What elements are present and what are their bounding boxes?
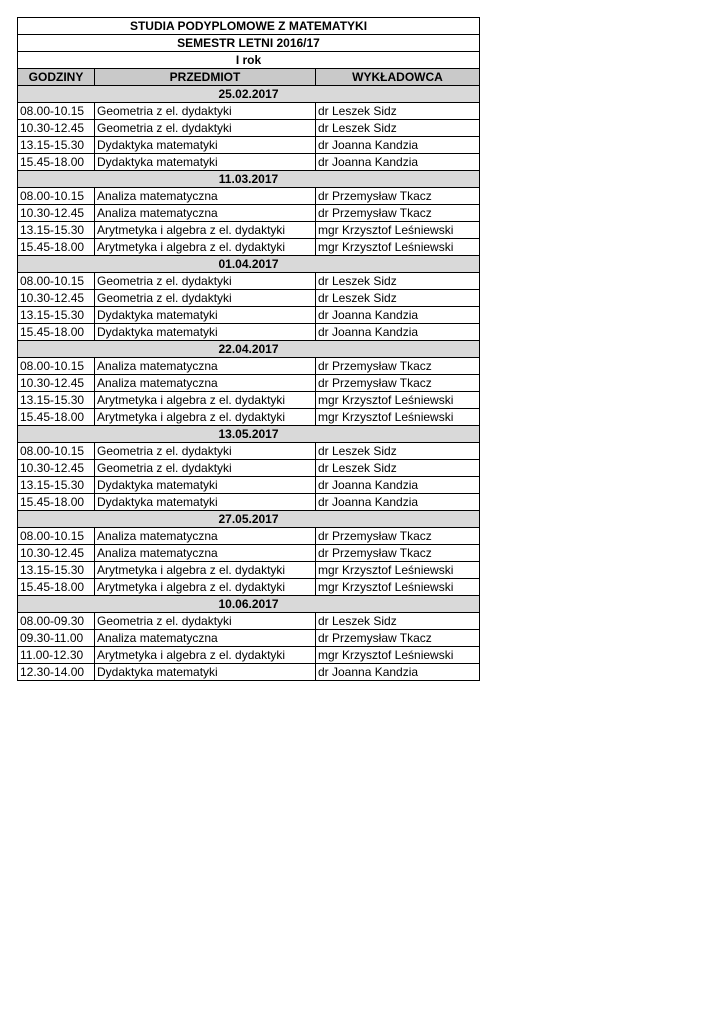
session-date: 25.02.2017 (18, 86, 480, 103)
class-subject: Dydaktyka matematyki (95, 477, 316, 494)
class-time: 13.15-15.30 (18, 307, 95, 324)
session-date: 10.06.2017 (18, 596, 480, 613)
table-row (18, 477, 480, 494)
class-time: 08.00-10.15 (18, 273, 95, 290)
schedule-table (17, 17, 480, 681)
table-row (18, 205, 480, 222)
class-subject: Geometria z el. dydaktyki (95, 120, 316, 137)
class-lecturer: mgr Krzysztof Leśniewski (316, 222, 480, 239)
year-label: I rok (18, 52, 480, 69)
table-row (18, 375, 480, 392)
class-time: 10.30-12.45 (18, 545, 95, 562)
class-subject: Arytmetyka i algebra z el. dydaktyki (95, 409, 316, 426)
class-subject: Arytmetyka i algebra z el. dydaktyki (95, 579, 316, 596)
class-lecturer: dr Leszek Sidz (316, 443, 480, 460)
class-time: 13.15-15.30 (18, 137, 95, 154)
class-time: 15.45-18.00 (18, 494, 95, 511)
class-time: 08.00-09.30 (18, 613, 95, 630)
class-lecturer: dr Przemysław Tkacz (316, 375, 480, 392)
class-lecturer: mgr Krzysztof Leśniewski (316, 409, 480, 426)
class-subject: Analiza matematyczna (95, 528, 316, 545)
class-time: 10.30-12.45 (18, 120, 95, 137)
class-time: 13.15-15.30 (18, 562, 95, 579)
table-row (18, 579, 480, 596)
class-subject: Geometria z el. dydaktyki (95, 290, 316, 307)
class-subject: Analiza matematyczna (95, 188, 316, 205)
session-date-row (18, 341, 480, 358)
class-lecturer: dr Przemysław Tkacz (316, 545, 480, 562)
class-subject: Analiza matematyczna (95, 375, 316, 392)
class-lecturer: dr Joanna Kandzia (316, 154, 480, 171)
table-row (18, 273, 480, 290)
class-subject: Arytmetyka i algebra z el. dydaktyki (95, 647, 316, 664)
class-subject: Geometria z el. dydaktyki (95, 460, 316, 477)
class-time: 08.00-10.15 (18, 358, 95, 375)
table-row (18, 647, 480, 664)
class-time: 10.30-12.45 (18, 460, 95, 477)
class-subject: Geometria z el. dydaktyki (95, 613, 316, 630)
table-row (18, 562, 480, 579)
class-time: 10.30-12.45 (18, 375, 95, 392)
table-row (18, 545, 480, 562)
class-time: 15.45-18.00 (18, 579, 95, 596)
table-row (18, 222, 480, 239)
class-subject: Geometria z el. dydaktyki (95, 103, 316, 120)
table-row (18, 409, 480, 426)
class-time: 15.45-18.00 (18, 239, 95, 256)
session-date-row (18, 86, 480, 103)
table-row (18, 324, 480, 341)
class-lecturer: dr Joanna Kandzia (316, 324, 480, 341)
class-time: 10.30-12.45 (18, 290, 95, 307)
header-lecturer: WYKŁADOWCA (316, 69, 480, 86)
class-lecturer: mgr Krzysztof Leśniewski (316, 647, 480, 664)
class-lecturer: dr Leszek Sidz (316, 290, 480, 307)
class-lecturer: dr Joanna Kandzia (316, 477, 480, 494)
class-subject: Dydaktyka matematyki (95, 154, 316, 171)
class-lecturer: dr Leszek Sidz (316, 613, 480, 630)
class-time: 13.15-15.30 (18, 392, 95, 409)
class-time: 15.45-18.00 (18, 154, 95, 171)
class-time: 15.45-18.00 (18, 409, 95, 426)
schedule-body (18, 18, 480, 681)
class-lecturer: dr Przemysław Tkacz (316, 205, 480, 222)
session-date: 13.05.2017 (18, 426, 480, 443)
table-row (18, 528, 480, 545)
class-lecturer: dr Leszek Sidz (316, 460, 480, 477)
class-lecturer: dr Joanna Kandzia (316, 137, 480, 154)
class-lecturer: dr Joanna Kandzia (316, 307, 480, 324)
table-row (18, 103, 480, 120)
column-header-row (18, 69, 480, 86)
table-row (18, 392, 480, 409)
class-lecturer: dr Przemysław Tkacz (316, 528, 480, 545)
class-subject: Analiza matematyczna (95, 358, 316, 375)
class-lecturer: dr Przemysław Tkacz (316, 630, 480, 647)
class-lecturer: mgr Krzysztof Leśniewski (316, 579, 480, 596)
class-subject: Arytmetyka i algebra z el. dydaktyki (95, 239, 316, 256)
class-lecturer: dr Leszek Sidz (316, 120, 480, 137)
class-subject: Dydaktyka matematyki (95, 324, 316, 341)
table-row (18, 137, 480, 154)
class-lecturer: dr Joanna Kandzia (316, 664, 480, 681)
document-title: STUDIA PODYPLOMOWE Z MATEMATYKI (18, 18, 480, 35)
class-subject: Geometria z el. dydaktyki (95, 273, 316, 290)
class-subject: Analiza matematyczna (95, 630, 316, 647)
class-time: 08.00-10.15 (18, 443, 95, 460)
class-subject: Arytmetyka i algebra z el. dydaktyki (95, 562, 316, 579)
class-time: 11.00-12.30 (18, 647, 95, 664)
session-date-row (18, 171, 480, 188)
class-subject: Dydaktyka matematyki (95, 494, 316, 511)
table-row (18, 120, 480, 137)
class-lecturer: mgr Krzysztof Leśniewski (316, 239, 480, 256)
semester-label: SEMESTR LETNI 2016/17 (18, 35, 480, 52)
session-date: 27.05.2017 (18, 511, 480, 528)
class-subject: Geometria z el. dydaktyki (95, 443, 316, 460)
table-row (18, 239, 480, 256)
class-lecturer: mgr Krzysztof Leśniewski (316, 562, 480, 579)
table-row (18, 664, 480, 681)
table-row (18, 460, 480, 477)
class-lecturer: dr Przemysław Tkacz (316, 188, 480, 205)
session-date: 22.04.2017 (18, 341, 480, 358)
class-lecturer: dr Przemysław Tkacz (316, 358, 480, 375)
class-time: 10.30-12.45 (18, 205, 95, 222)
session-date: 01.04.2017 (18, 256, 480, 273)
table-row (18, 630, 480, 647)
class-lecturer: dr Leszek Sidz (316, 273, 480, 290)
class-time: 13.15-15.30 (18, 477, 95, 494)
class-subject: Arytmetyka i algebra z el. dydaktyki (95, 392, 316, 409)
class-subject: Dydaktyka matematyki (95, 664, 316, 681)
table-row (18, 188, 480, 205)
class-subject: Dydaktyka matematyki (95, 307, 316, 324)
table-row (18, 443, 480, 460)
class-time: 15.45-18.00 (18, 324, 95, 341)
class-subject: Analiza matematyczna (95, 205, 316, 222)
table-row (18, 290, 480, 307)
table-row (18, 613, 480, 630)
year-row (18, 52, 480, 69)
table-row (18, 307, 480, 324)
session-date-row (18, 511, 480, 528)
table-row (18, 358, 480, 375)
class-time: 08.00-10.15 (18, 188, 95, 205)
class-time: 12.30-14.00 (18, 664, 95, 681)
session-date: 11.03.2017 (18, 171, 480, 188)
class-lecturer: dr Joanna Kandzia (316, 494, 480, 511)
class-subject: Arytmetyka i algebra z el. dydaktyki (95, 222, 316, 239)
semester-row (18, 35, 480, 52)
class-subject: Dydaktyka matematyki (95, 137, 316, 154)
table-row (18, 154, 480, 171)
header-time: GODZINY (18, 69, 95, 86)
class-time: 08.00-10.15 (18, 103, 95, 120)
class-lecturer: dr Leszek Sidz (316, 103, 480, 120)
class-time: 13.15-15.30 (18, 222, 95, 239)
class-time: 09.30-11.00 (18, 630, 95, 647)
session-date-row (18, 256, 480, 273)
class-subject: Analiza matematyczna (95, 545, 316, 562)
table-row (18, 494, 480, 511)
class-lecturer: mgr Krzysztof Leśniewski (316, 392, 480, 409)
session-date-row (18, 596, 480, 613)
title-row (18, 18, 480, 35)
header-subject: PRZEDMIOT (95, 69, 316, 86)
session-date-row (18, 426, 480, 443)
class-time: 08.00-10.15 (18, 528, 95, 545)
